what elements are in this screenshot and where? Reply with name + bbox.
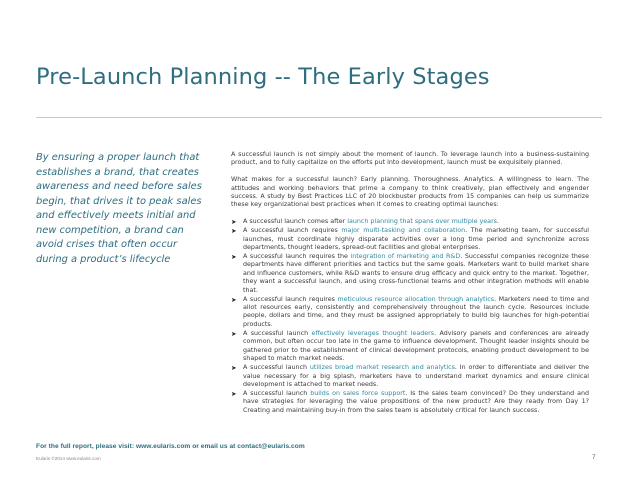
body-paragraph: What makes for a successful launch? Early planning. Thoroughness. Analytics. A willingness to learn. The attitudes and working behaviors that prime a company to think creatively, plan effectively and engender success. A study by Best Practices LLC of 20 blockbuster products from 15 companies can help us summarize these key organizational best practices when it comes to creating optimal launches: xyxy=(231,176,589,209)
highlight-text: effectively leverages thought leaders xyxy=(311,329,435,337)
arrow-bullet-icon: ➤ xyxy=(231,218,237,227)
list-item: ➤ A successful launch effectively leverages thought leaders. Advisory panels and conferences are already common, but often occur too late in the game to influence development. Thought leader insights should be gathered prior to the establishment of clinical development protocols, enabling product development to be shaped to match market needs. xyxy=(231,329,590,363)
full-report-link[interactable]: For the full report, please visit: www.eularis.com or email us at contact@eularis.com xyxy=(36,443,305,450)
best-practices-list xyxy=(231,218,589,415)
list-item: ➤ A successful launch requires major multi-tasking and collaboration. The marketing team, for successful launches, must coordinate highly disparate activities over a long time period and synchronize across departments, thought leaders, spread-out facilities and global enterprises. xyxy=(231,227,589,252)
highlight-text: launch planning that spans over multiple years xyxy=(347,218,497,226)
arrow-bullet-icon: ➤ xyxy=(231,253,237,262)
page-number: 7 xyxy=(592,454,596,461)
highlight-text: meticulous resource allocation through analytics xyxy=(337,295,495,303)
list-item: ➤ A successful launch utilizes broad market research and analytics. In order to differentiate and deliver the value necessary for a big splash, marketers have to understand market dynamics and ensure clinical development is attached to market needs. xyxy=(231,364,590,388)
arrow-bullet-icon: ➤ xyxy=(231,329,237,338)
list-item: ➤ A successful launch builds on sales force support. Is the sales team convinced? Do they understand and have strategies for leveraging the value propositions of the new product? Are they ready from Day 1? Creating and maintaining buy-in from the sales team is absolutely critical for launch success. xyxy=(231,389,590,414)
title-divider xyxy=(36,117,602,118)
arrow-bullet-icon: ➤ xyxy=(231,364,237,373)
list-item: ➤ A successful launch requires meticulous resource allocation through analytics. Marketers need to time and allot resources early, consistently and comprehensively throughout the launch cycle. Resources include people, dollars and time, and they must be assigned appropriately to build big launches for high-potential products. xyxy=(231,295,589,328)
copyright-text: Eularis ©2014 www.eularis.com xyxy=(36,456,101,461)
arrow-bullet-icon: ➤ xyxy=(231,389,237,398)
list-item: ➤ A successful launch comes after launch planning that spans over multiple years. xyxy=(231,218,500,227)
highlight-text: major multi-tasking and collaboration xyxy=(341,227,466,235)
lead-quote: By ensuring a proper launch that establishes a brand, that creates awareness and need before sales begin, that drives it to peak sales and effectively meets initial and new competition, a brand can avoid crises that often occur during a product’s lifecycle xyxy=(36,152,202,265)
highlight-text: utilizes broad market research and analytics xyxy=(309,364,455,372)
list-item: ➤ A successful launch requires the integration of marketing and R&D. Successful companies recognize these departments have different priorities and tactics but the same goals. Marketers want to build market share and influence customers, while R&D wants to ensure drug efficacy and quick entry to the market. Together, they want a successful launch, and using cross-functional teams and other integration methods will enable that. xyxy=(231,253,589,294)
body-text xyxy=(231,151,589,416)
highlight-text: builds on sales force support xyxy=(310,389,406,397)
arrow-bullet-icon: ➤ xyxy=(231,227,237,236)
slide-title: Pre-Launch Planning -- The Early Stages xyxy=(36,64,490,90)
arrow-bullet-icon: ➤ xyxy=(231,295,237,304)
body-paragraph: A successful launch is not simply about the moment of launch. To leverage launch into a business-sustaining product, and to fully capitalize on the efforts put into development, launch must be exquisitely planned. xyxy=(231,151,589,167)
highlight-text: integration of marketing and R&D xyxy=(350,253,461,261)
